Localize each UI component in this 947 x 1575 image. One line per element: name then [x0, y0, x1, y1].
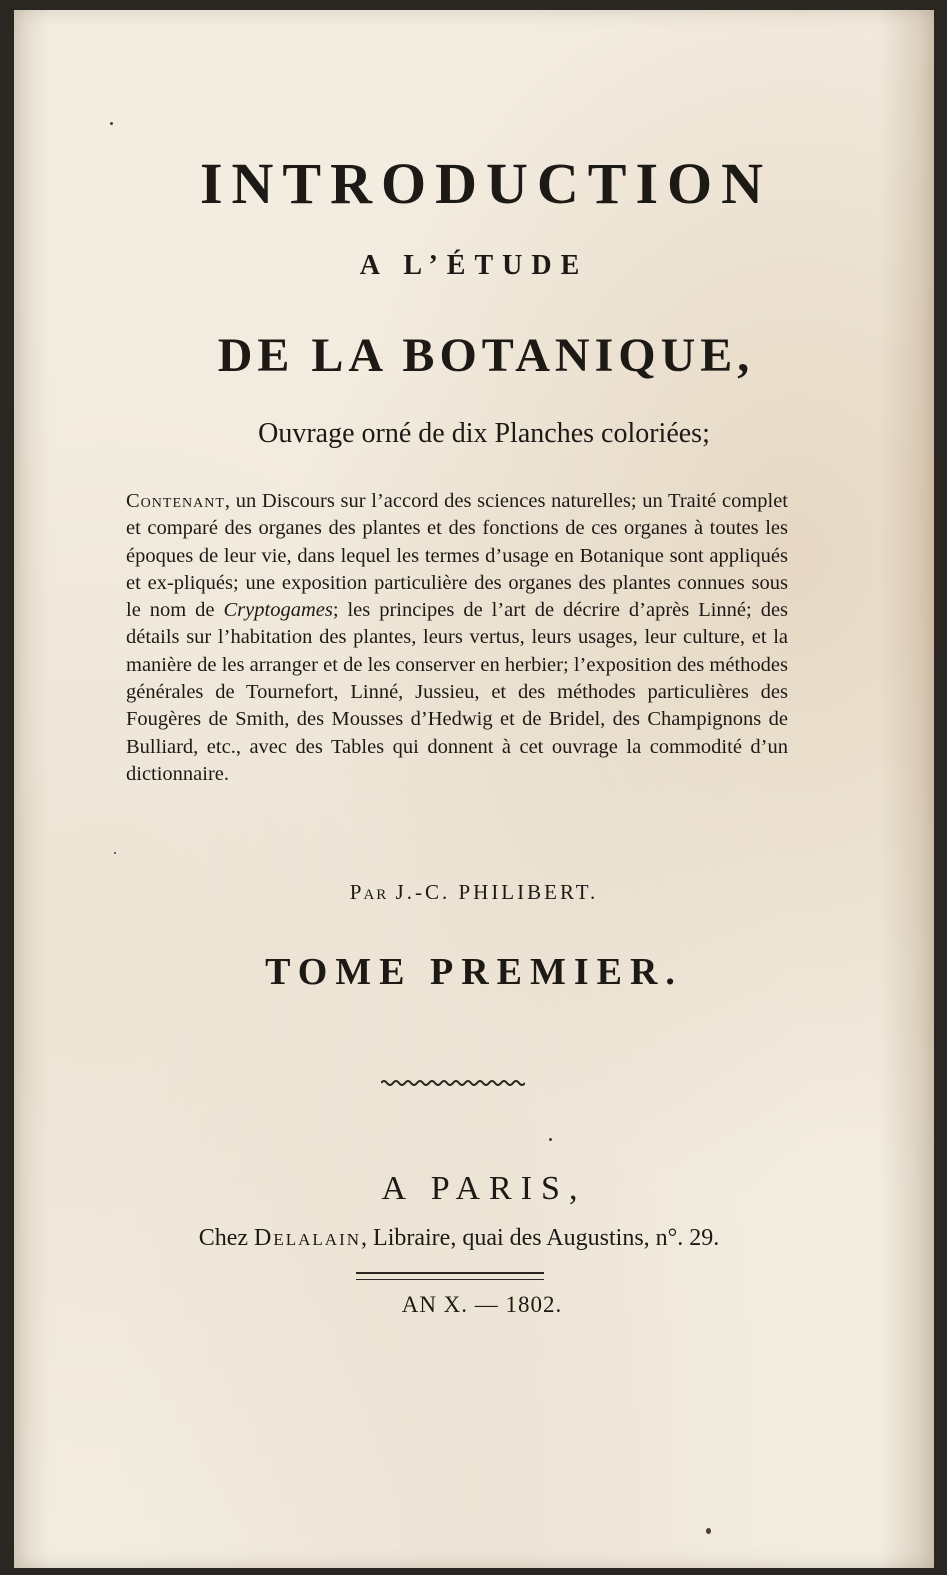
publisher-name: Delalain — [254, 1225, 362, 1251]
publisher-prefix: Chez — [198, 1225, 249, 1251]
subtitle: Ouvrage orné de dix Planches coloriées; — [258, 418, 710, 449]
ink-speck — [549, 1138, 552, 1141]
title-a-letude: A L’ÉTUDE — [359, 250, 589, 281]
ink-speck — [114, 852, 116, 854]
double-rule-divider — [356, 1272, 544, 1280]
author-name: J.-C. PHILIBERT. — [395, 880, 599, 904]
publisher-address: , Libraire, quai des Augustins, n°. 29. — [361, 1225, 720, 1251]
author-line — [14, 880, 934, 905]
contents-lead: Contenant — [126, 490, 225, 512]
title-introduction: INTRODUCTION — [199, 151, 773, 216]
wavy-ornament-rule — [381, 1078, 525, 1088]
contents-text-part1: , un Discours sur l’accord des sciences naturelles; un Traité complet et comparé des organes des plantes et des fonctions de ces organes à toutes les époques de leur vie, dans lequel les termes d’usage en Botanique sont appliqués et ex-pliqués; une exposition particulière des organes des plantes connues sous le nom de — [126, 490, 788, 622]
imprint-publisher — [114, 1225, 804, 1252]
imprint-date: AN X. — 1802. — [401, 1292, 563, 1317]
contents-text-part2: ; les principes de l’art de décrire d’après Linné; des détails sur l’habitation des plantes, leurs vertus, leurs usages, leur culture, et la manière de les arranger et de les conserver en herbier; l’exposition des méthodes générales de Tournefort, Linné, Jussieu, et des méthodes particulières des Fougères de Smith, des Mousses d’Hedwig et de Bridel, des Champignons de Bulliard, etc., avec des Tables qui donnent à cet ouvrage la commodité d’un dictionnaire. — [126, 599, 789, 785]
volume-title: TOME PREMIER. — [265, 951, 683, 993]
contents-description — [126, 488, 788, 788]
ink-speck — [110, 122, 113, 125]
title-page — [14, 10, 934, 1568]
author-prefix: Par — [349, 880, 389, 904]
ink-speck — [706, 1528, 711, 1534]
title-de-la-botanique: DE LA BOTANIQUE, — [217, 329, 755, 382]
contents-italic-term: Cryptogames — [223, 599, 333, 622]
imprint-city: A PARIS, — [381, 1170, 587, 1207]
